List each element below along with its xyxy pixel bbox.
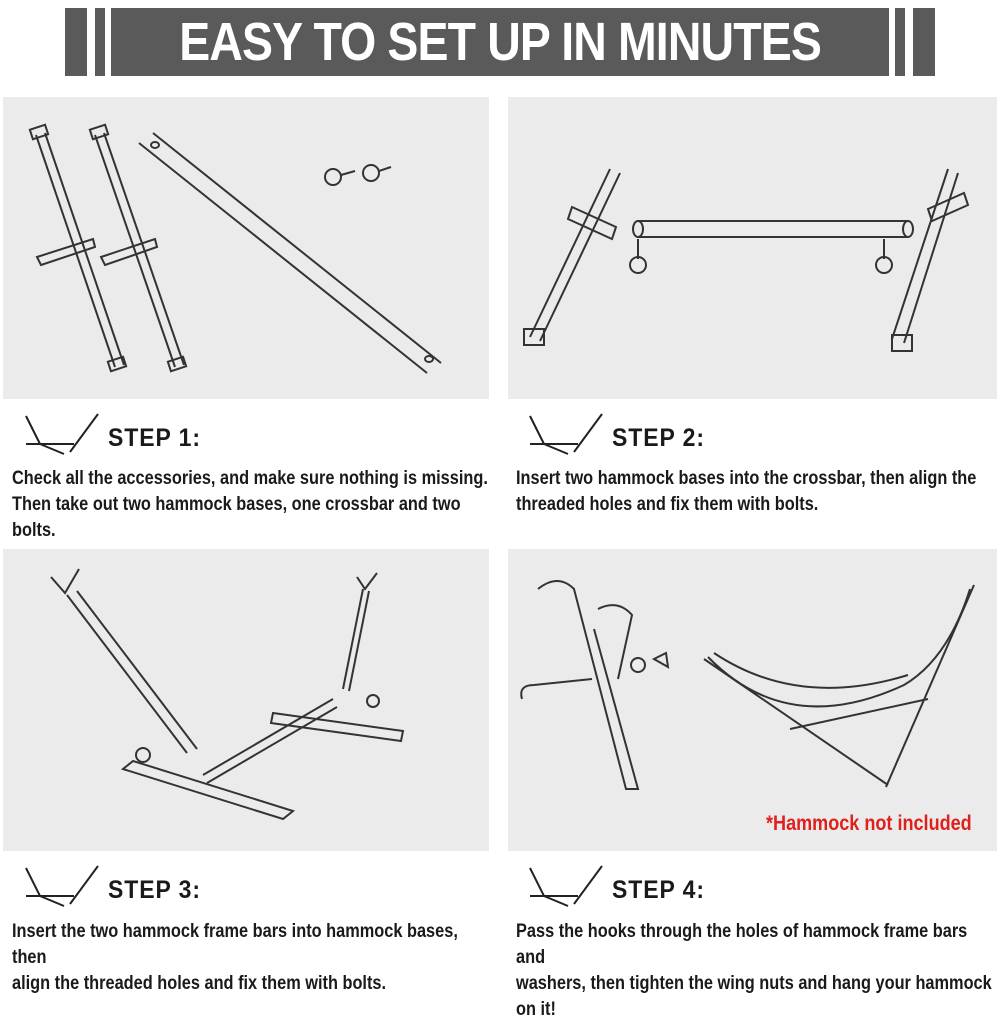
hammock-not-included-note: *Hammock not included — [766, 812, 972, 835]
hammock-stand-icon — [524, 864, 604, 912]
step-2-heading — [524, 412, 784, 460]
step-2-illustration — [508, 97, 997, 399]
step-1-line-1: Check all the accessories, and make sure nothing is missing. — [12, 468, 488, 489]
hammock-stand-icon — [20, 864, 100, 912]
header-banner — [65, 8, 935, 76]
step-2-label: STEP 2: — [612, 424, 705, 452]
page-title: EASY TO SET UP IN MINUTES — [179, 12, 821, 72]
step-1-illustration — [3, 97, 489, 399]
step-4-line-1: Pass the hooks through the holes of hammock frame bars and — [516, 921, 968, 968]
step-3-label: STEP 3: — [108, 876, 201, 904]
step-4-heading — [524, 864, 784, 912]
step-3-description — [12, 919, 494, 997]
step-4-description — [516, 919, 998, 1023]
step-2-line-1: Insert two hammock bases into the crossbar, then align the — [516, 468, 977, 489]
step-3-line-2: align the threaded holes and fix them with bolts. — [12, 973, 387, 994]
hammock-stand-icon — [524, 412, 604, 460]
step-4-line-3: on it! — [516, 999, 556, 1020]
step-3-heading — [20, 864, 280, 912]
step-4-illustration — [508, 549, 997, 851]
step-3-line-1: Insert the two hammock frame bars into hammock bases, then — [12, 921, 458, 968]
step-4-line-2: washers, then tighten the wing nuts and hang your hammock — [516, 973, 992, 994]
step-2-description — [516, 466, 998, 518]
step-4-label: STEP 4: — [612, 876, 705, 904]
step-3-illustration — [3, 549, 489, 851]
step-1-label: STEP 1: — [108, 424, 201, 452]
step-1-heading — [20, 412, 280, 460]
step-2-line-2: threaded holes and fix them with bolts. — [516, 494, 819, 515]
step-1-line-2: Then take out two hammock bases, one crossbar and two bolts. — [12, 494, 461, 541]
hammock-stand-icon — [20, 412, 100, 460]
step-1-description — [12, 466, 494, 544]
